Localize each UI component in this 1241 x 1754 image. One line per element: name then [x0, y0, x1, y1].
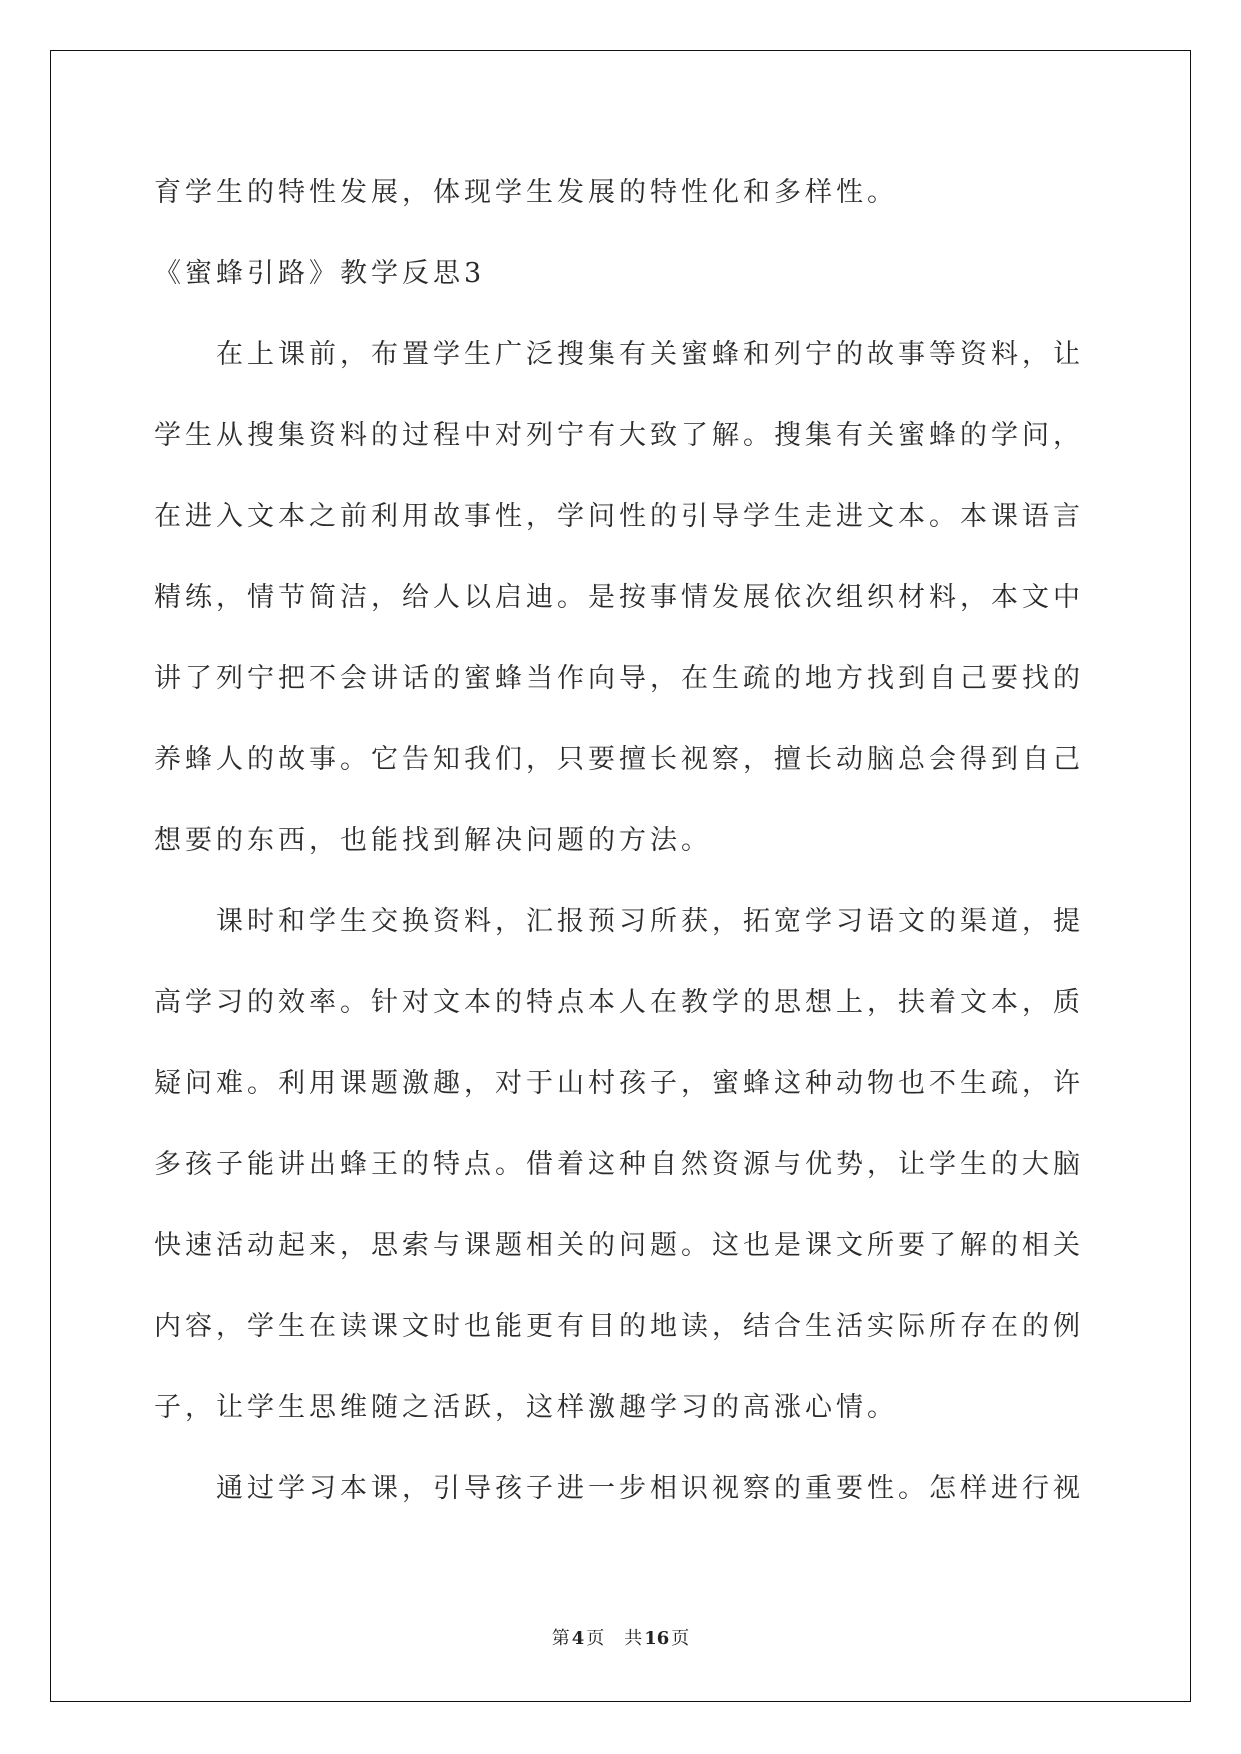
paragraph-line: 疑问难。利用课题激趣，对于山村孩子，蜜蜂这种动物也不生疏，许: [154, 1068, 1084, 1099]
paragraph-line: 通过学习本课，引导孩子进一步相识视察的重要性。怎样进行视: [216, 1473, 1084, 1504]
paragraph: [154, 1448, 1154, 1529]
paragraph-line: 课时和学生交换资料，汇报预习所获，拓宽学习语文的渠道，提: [216, 906, 1084, 937]
total-label-suffix: 页: [671, 1628, 690, 1649]
paragraph-line: 快速活动起来，思索与课题相关的问题。这也是课文所要了解的相关: [154, 1230, 1084, 1261]
paragraph-line: 在上课前，布置学生广泛搜集有关蜜蜂和列宁的故事等资料，让: [216, 339, 1084, 370]
section-heading: 《蜜蜂引路》教学反思3: [154, 258, 486, 289]
paragraph-line: 在进入文本之前利用故事性，学问性的引导学生走进文本。本课语言: [154, 501, 1084, 532]
paragraph-line: 讲了列宁把不会讲话的蜜蜂当作向导，在生疏的地方找到自己要找的: [154, 663, 1084, 694]
page-number: 4: [571, 1628, 585, 1649]
paragraph-line: 想要的东西，也能找到解决问题的方法。: [154, 825, 712, 856]
paragraph-line: 养蜂人的故事。它告知我们，只要擅长视察，擅长动脑总会得到自己: [154, 744, 1084, 775]
page-label-suffix: 页: [586, 1628, 605, 1649]
page-footer: [0, 1626, 1241, 1652]
paragraph-line: 内容，学生在读课文时也能更有目的地读，结合生活实际所存在的例: [154, 1311, 1084, 1342]
paragraph-line: 高学习的效率。针对文本的特点本人在教学的思想上，扶着文本，质: [154, 987, 1084, 1018]
paragraph: [154, 314, 1154, 881]
paragraph: [154, 881, 1154, 1448]
total-label-prefix: 共: [624, 1628, 643, 1649]
page-label-prefix: 第: [551, 1628, 570, 1649]
document-body: [154, 152, 1154, 1529]
total-pages-group: [624, 1628, 689, 1649]
total-pages: 16: [644, 1628, 670, 1649]
continuation-line: 育学生的特性发展，体现学生发展的特性化和多样性。: [154, 177, 898, 208]
paragraph-line: 子，让学生思维随之活跃，这样激趣学习的高涨心情。: [154, 1392, 898, 1423]
paragraph-line: 精练，情节简洁，给人以启迪。是按事情发展依次组织材料，本文中: [154, 582, 1084, 613]
paragraph-line: 学生从搜集资料的过程中对列宁有大致了解。搜集有关蜜蜂的学问，: [154, 420, 1084, 451]
paragraph-line: 多孩子能讲出蜂王的特点。借着这种自然资源与优势，让学生的大脑: [154, 1149, 1084, 1180]
